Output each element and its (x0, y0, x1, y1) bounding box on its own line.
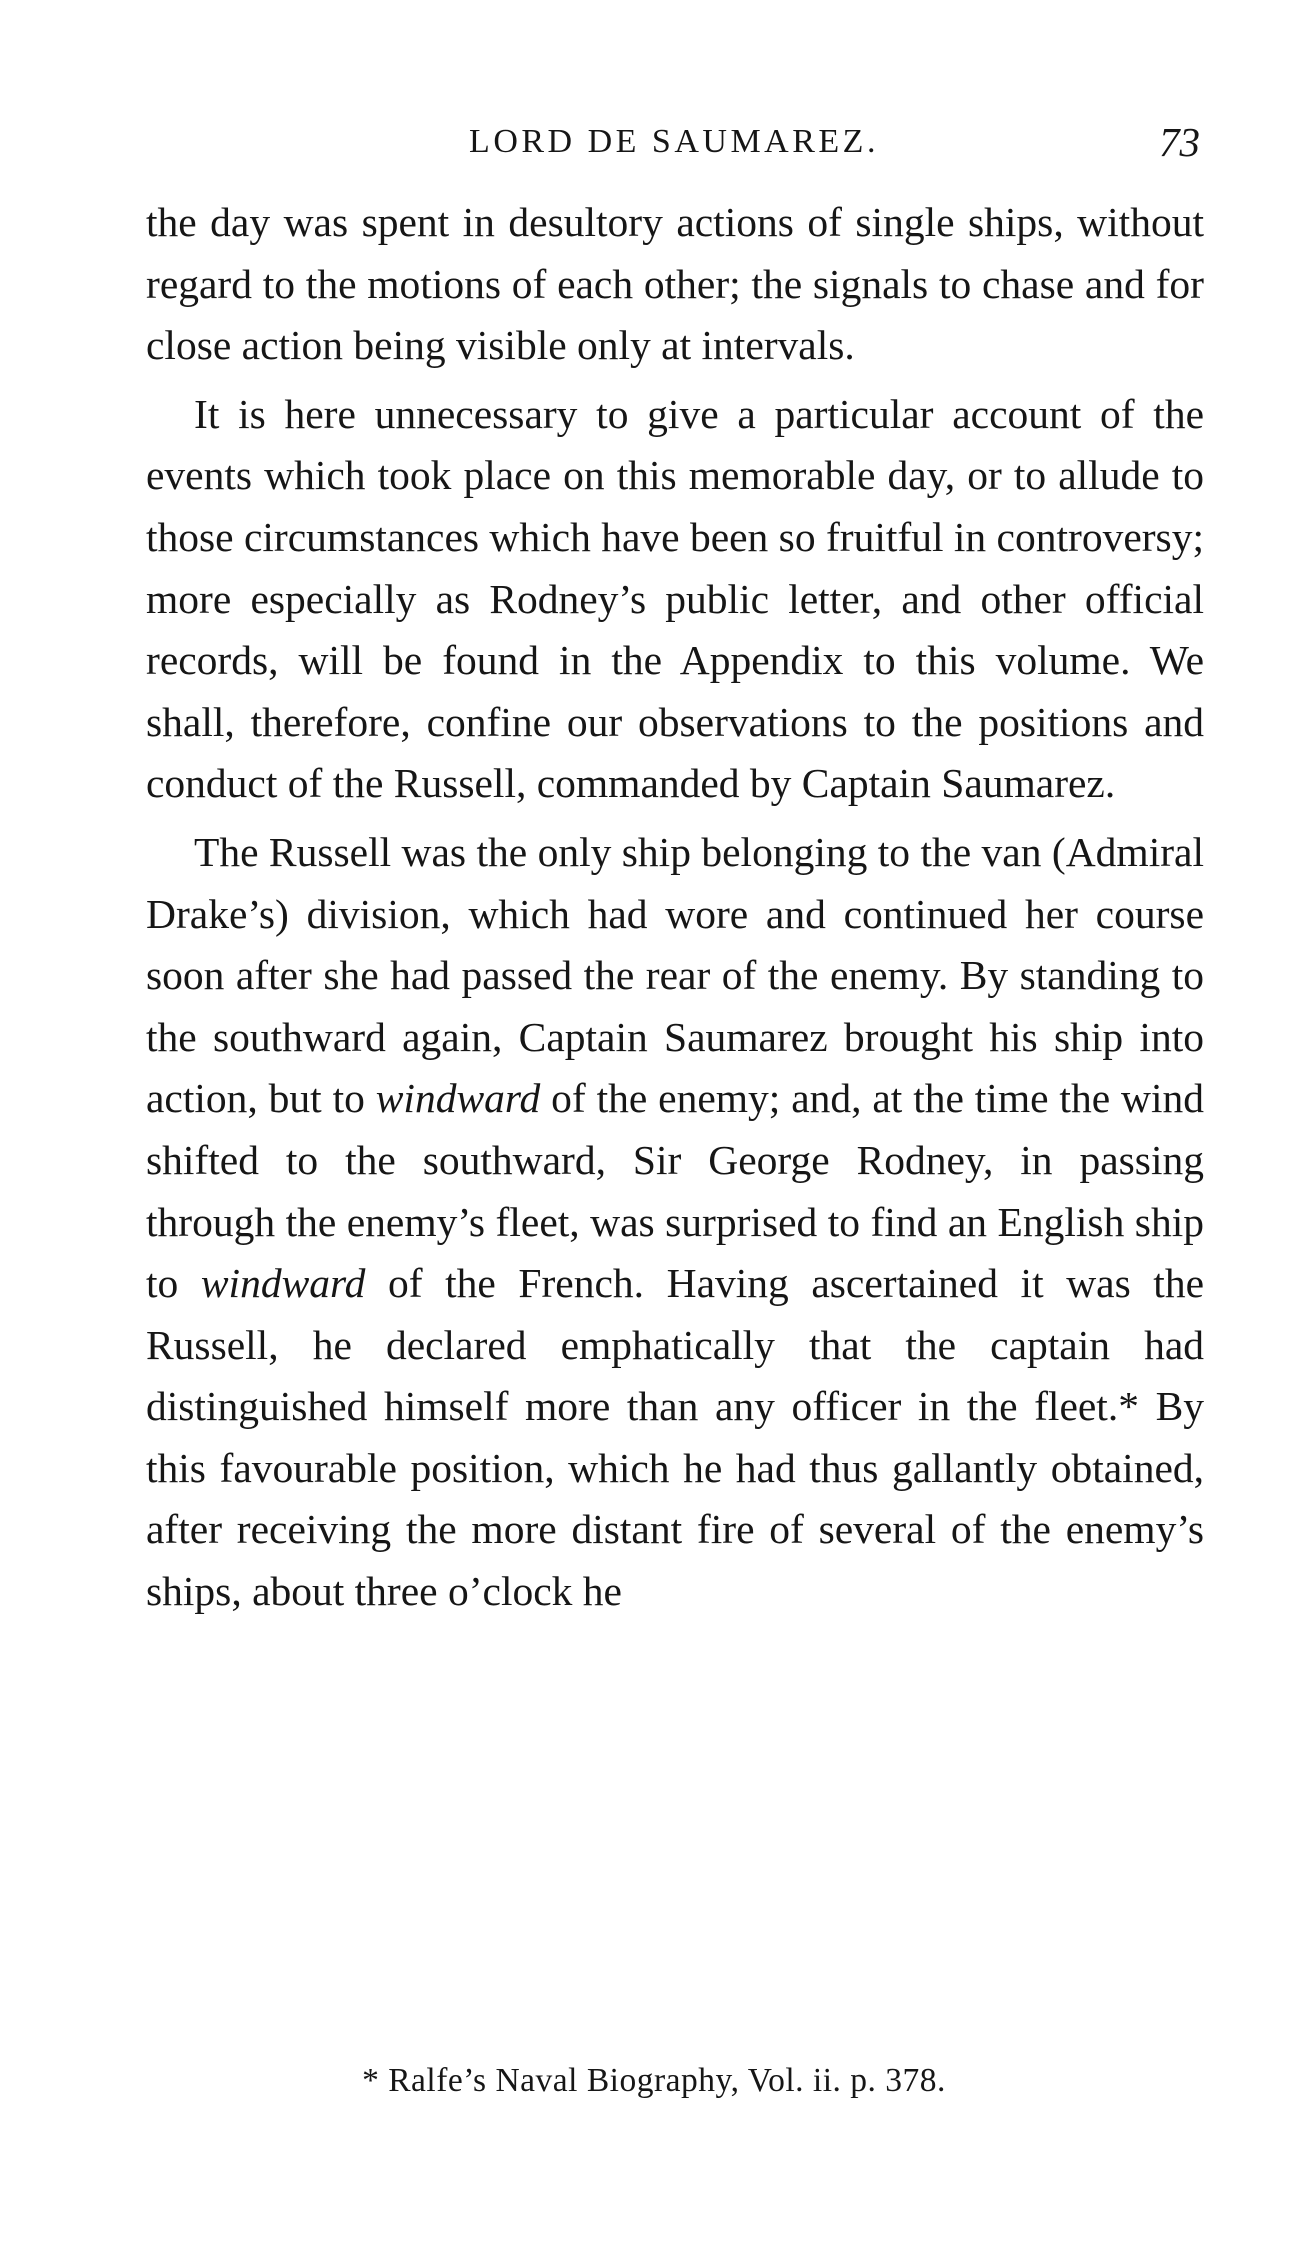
page-header (148, 112, 1200, 172)
italic-windward-2: windward (200, 1260, 366, 1307)
paragraph-2: It is here unnecessary to give a particular account of the events which took place on this memorable day, or to allude to those circumstances which have been so fruitful in controversy; more especially as Rodney’s public letter, and other official records, will be found in the Appendix to this volume. We shall, therefore, confine our observations to the positions and conduct of the Russell, commanded by Captain Saumarez. (146, 390, 1204, 807)
paragraph-1: the day was spent in desultory actions of single ships, without regard to the motions of each other; the signals to chase and for close action being visible only at intervals. (146, 199, 1204, 369)
italic-windward-1: windward (375, 1075, 541, 1122)
paragraph-3 (146, 822, 1204, 1623)
paragraph-3-part-3: of the French. Having ascertained it was the Russell, he declared emphatically that the captain had distinguished himself more than any officer in the fleet.* By this favourable position, which he had thus gallantly obtained, after receiving the more distant fire of several of the enemy’s ships, about three o’clock he (146, 1260, 1205, 1615)
running-title: LORD DE SAUMAREZ. (469, 123, 879, 160)
footnote: * Ralfe’s Naval Biography, Vol. ii. p. 378. (362, 2062, 946, 2099)
page-number: 73 (1159, 119, 1200, 165)
paragraph-3-part-2: of the enemy; and, at the time the wind shifted to the southward, Sir George Rodney, in passing through the enemy’s fleet, was surprised to find an English ship to (146, 1075, 1204, 1307)
paragraph-3-part-1: The Russell was the only ship belonging to the van (Admiral Drake’s) division, which had wore and continued her course soon after she had passed the rear of the enemy. By standing to the southward again, Captain Saumarez brought his ship into action, but to (146, 828, 1204, 1122)
body-text (146, 192, 1204, 1623)
